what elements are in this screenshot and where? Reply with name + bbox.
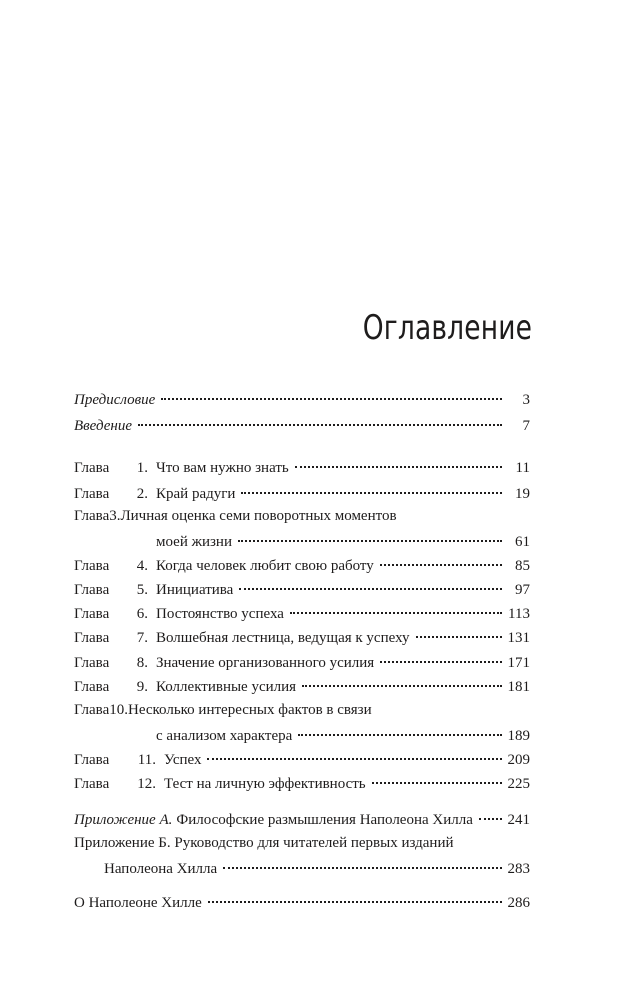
page-number: 241 [507, 812, 530, 828]
chapter-number: 2. [136, 486, 148, 502]
chapter-number: 12. [137, 776, 156, 792]
toc-entry-about [74, 890, 530, 912]
toc-entry-appendix [74, 807, 530, 829]
chapter-title-line1: Несколько интересных фактов в связи [127, 702, 372, 718]
dot-leader [161, 383, 502, 400]
dot-leader [239, 573, 502, 590]
chapter-word: Глава [74, 508, 110, 524]
toc-entry-chapter [74, 481, 530, 503]
toc-entry-chapter [74, 455, 530, 477]
dot-leader [295, 451, 502, 468]
chapter-number: 9. [136, 679, 148, 695]
page-number: 286 [507, 895, 530, 911]
chapter-word: Глава [74, 606, 110, 622]
chapter-title: Коллективные усилия [156, 679, 297, 695]
dot-leader [207, 743, 501, 760]
chapter-title: Постоянство успеха [156, 606, 284, 622]
chapter-number: 10. [109, 702, 128, 718]
dot-leader [223, 852, 501, 869]
toc-entry-chapter [74, 771, 530, 793]
toc-entry-chapter-line1 [74, 699, 372, 721]
appendix-label: Приложение А. [74, 812, 173, 828]
page-number: 97 [515, 582, 530, 598]
chapter-number: 3. [109, 508, 121, 524]
chapter-number: 7. [136, 630, 148, 646]
toc-entry-chapter [74, 674, 530, 696]
appendix-label: Приложение Б. [74, 835, 171, 851]
page-number: 225 [507, 776, 530, 792]
toc-entry-chapter [74, 625, 530, 647]
chapter-word: Глава [74, 776, 110, 792]
dot-leader [479, 803, 502, 820]
page-number: 19 [515, 486, 530, 502]
dot-leader [238, 525, 502, 542]
page-number: 181 [507, 679, 530, 695]
page-number: 11 [515, 460, 530, 476]
chapter-word: Глава [74, 702, 110, 718]
chapter-title: Что вам нужно знать [156, 460, 289, 476]
chapter-number: 8. [136, 655, 148, 671]
appendix-title: Наполеона Хилла [104, 861, 218, 877]
toc-entry-chapter [74, 553, 530, 575]
toc-entry-appendix-line1 [74, 832, 454, 854]
dot-leader [416, 621, 502, 638]
chapter-title: Успех [164, 752, 202, 768]
toc-entry-front [74, 413, 530, 435]
dot-leader [380, 549, 502, 566]
toc-entry-chapter [74, 529, 530, 551]
front-matter-label: Предисловие [74, 392, 156, 408]
chapter-number: 11. [137, 752, 156, 768]
appendix-title-line1: Руководство для читателей первых изданий [174, 835, 454, 851]
toc-entry-chapter [74, 723, 530, 745]
chapter-number: 4. [136, 558, 148, 574]
toc-entry-appendix [74, 856, 530, 878]
page-number: 3 [522, 392, 530, 408]
page-number: 209 [507, 752, 530, 768]
dot-leader [380, 646, 501, 663]
front-matter-label: Введение [74, 418, 132, 434]
page-number: 131 [507, 630, 530, 646]
chapter-title: Край радуги [156, 486, 236, 502]
chapter-word: Глава [74, 679, 110, 695]
dot-leader [241, 477, 502, 494]
dot-leader [208, 886, 502, 903]
chapter-title: с анализом характера [156, 728, 293, 744]
page-number: 7 [522, 418, 530, 434]
chapter-title: Волшебная лестница, ведущая к успеху [156, 630, 410, 646]
page-number: 283 [507, 861, 530, 877]
dot-leader [290, 597, 502, 614]
toc-entry-chapter [74, 601, 530, 623]
chapter-number: 1. [136, 460, 148, 476]
chapter-word: Глава [74, 655, 110, 671]
toc-entry-chapter [74, 747, 530, 769]
about-label: О Наполеоне Хилле [74, 895, 202, 911]
chapter-word: Глава [74, 630, 110, 646]
page-number: 113 [508, 606, 530, 622]
chapter-word: Глава [74, 460, 110, 476]
dot-leader [372, 767, 502, 784]
chapter-number: 6. [136, 606, 148, 622]
page-number: 61 [515, 534, 530, 550]
chapter-title: Когда человек любит свою работу [156, 558, 374, 574]
toc-entry-chapter [74, 650, 530, 672]
toc-entry-front [74, 387, 530, 409]
appendix-title: Философские размышления Наполеона Хилла [176, 812, 473, 828]
toc-entry-chapter [74, 577, 530, 599]
page-number: 85 [515, 558, 530, 574]
chapter-word: Глава [74, 558, 110, 574]
chapter-title: моей жизни [156, 534, 232, 550]
toc-entry-chapter-line1 [74, 505, 397, 527]
page-number: 189 [507, 728, 530, 744]
chapter-title: Значение организованного усилия [156, 655, 375, 671]
dot-leader [138, 409, 502, 426]
chapter-title: Тест на личную эффективность [164, 776, 366, 792]
dot-leader [302, 670, 501, 687]
page-number: 171 [507, 655, 530, 671]
dot-leader [298, 719, 501, 736]
page-title: Оглавление [362, 308, 532, 348]
chapter-number: 5. [136, 582, 148, 598]
chapter-word: Глава [74, 582, 110, 598]
chapter-word: Глава [74, 486, 110, 502]
chapter-title: Инициатива [156, 582, 234, 598]
chapter-word: Глава [74, 752, 110, 768]
chapter-title-line1: Личная оценка семи поворотных моментов [120, 508, 397, 524]
